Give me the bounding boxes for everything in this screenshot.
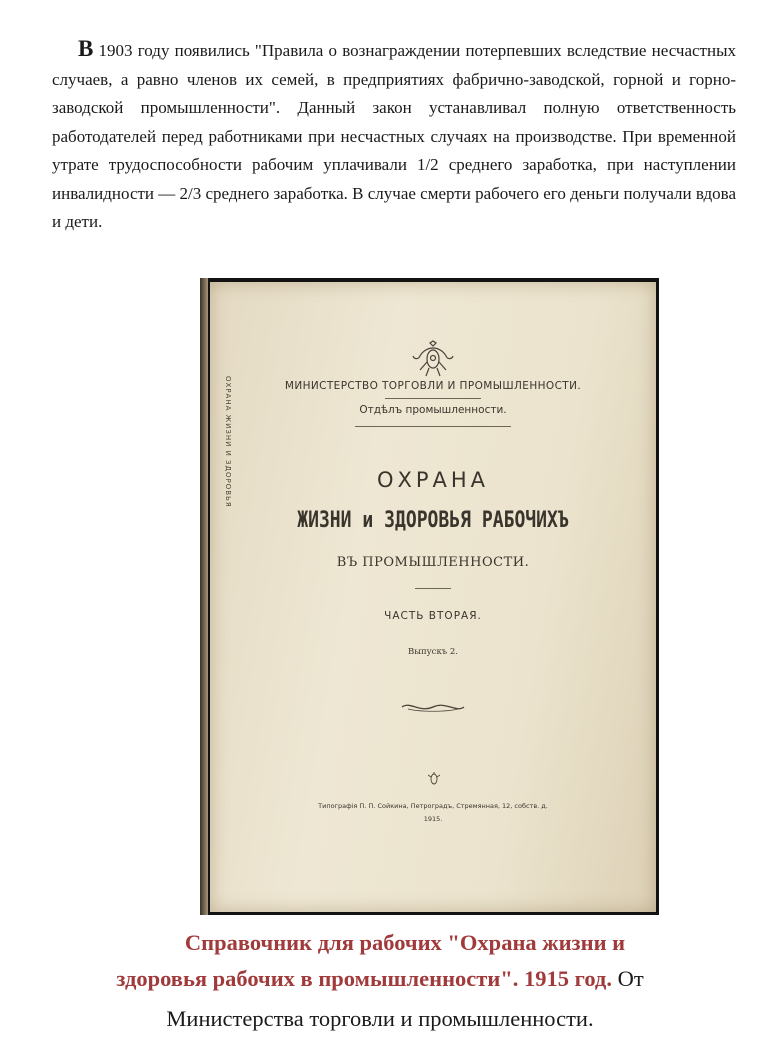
ministry-heading: МИНИСТЕРСТВО ТОРГОВЛИ И ПРОМЫШЛЕННОСТИ. — [284, 380, 582, 392]
department-heading: Отдѣлъ промышленности. — [359, 404, 507, 416]
small-eagle-icon — [428, 772, 440, 786]
ornament-flourish-icon — [400, 700, 466, 714]
divider-rule — [385, 398, 481, 399]
part-label: ЧАСТЬ ВТОРАЯ. — [384, 610, 482, 622]
double-headed-eagle-icon — [412, 340, 454, 378]
cover-title-line-1: ОХРАНА — [376, 468, 490, 492]
cover-title-line-3: ВЪ ПРОМЫШЛЕННОСТИ. — [336, 555, 530, 570]
cover-title-line-2: ЖИЗНИ и ЗДОРОВЬЯ РАБОЧИХЪ — [297, 508, 569, 533]
intro-paragraph — [52, 35, 736, 237]
book-cover — [210, 282, 656, 912]
divider-rule — [415, 588, 451, 589]
image-caption — [0, 925, 760, 1037]
issue-label: Выпускъ 2. — [408, 647, 458, 657]
spine-text: ОХРАНА ЖИЗНИ И ЗДОРОВЬЯ — [224, 376, 232, 508]
caption-plain-line-3: Министерства торговли и промышленности. — [166, 1006, 594, 1031]
drop-cap: В — [78, 36, 94, 61]
printer-line: Типографія П. П. Сойкина, Петроградъ, Стремянная, 12, собств. д. — [318, 802, 548, 810]
caption-highlight-line-2: здоровья рабочих в промышленности". 1915 год. — [116, 966, 612, 991]
intro-text: 1903 году появились "Правила о вознаграждении потерпевших вследствие несчастных случаев, а равно членов их семей, в предприятиях фабрично-заводской, горной и горно-заводской промышленности". Данный закон устанавливал полную ответственность работодателей перед работниками при несчастных случаях на производстве. При временной утрате трудоспособности рабочим уплачивали 1/2 среднего заработка, при наступлении инвалидности — 2/3 среднего заработка. В случае смерти рабочего его деньги получали вдова и дети. — [52, 41, 736, 231]
caption-plain-text: От — [611, 966, 644, 991]
caption-highlight-line-1: Справочник для рабочих "Охрана жизни и — [184, 930, 626, 955]
publication-year: 1915. — [423, 815, 443, 823]
book-cover-photo — [200, 278, 659, 915]
divider-rule — [355, 426, 511, 427]
book-spine — [200, 278, 208, 915]
